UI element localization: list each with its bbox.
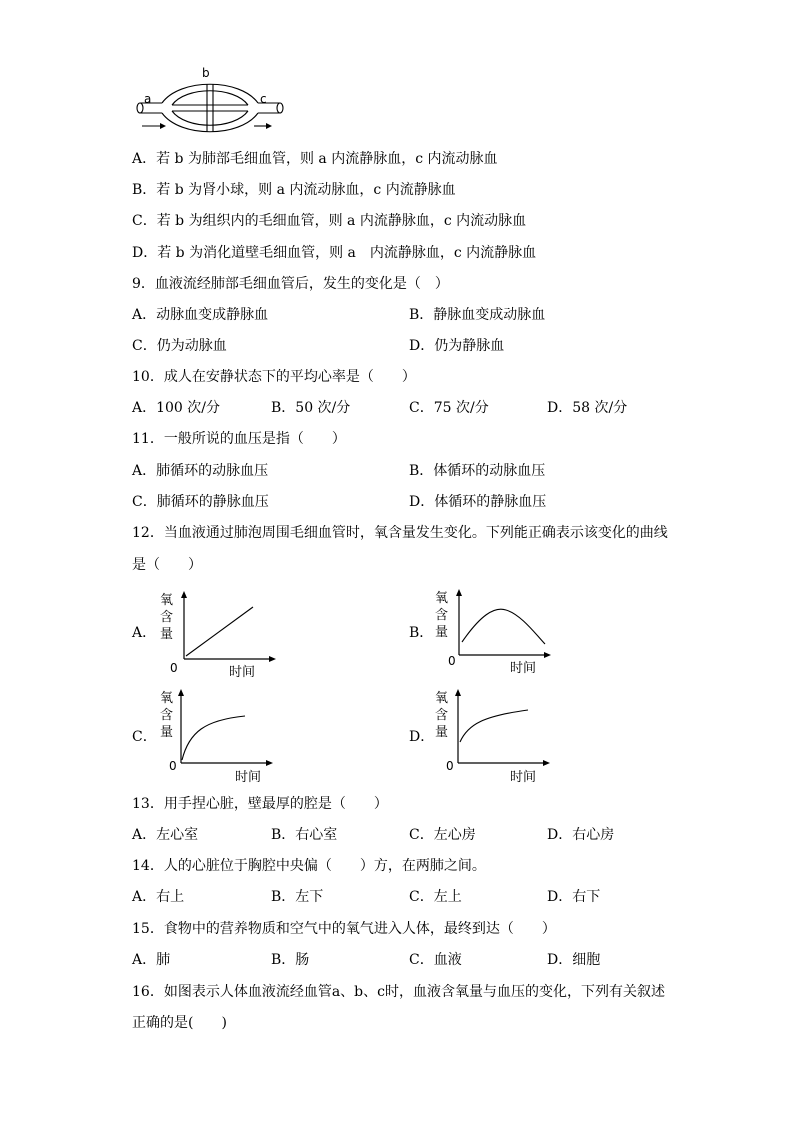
- x-label: 时间: [510, 661, 537, 676]
- q9-option-a[interactable]: A．动脉血变成静脉血: [132, 307, 269, 323]
- origin-label: 0: [448, 654, 456, 668]
- y-label-1: 氧: [160, 691, 174, 706]
- q12-option-a-letter[interactable]: A．: [132, 625, 157, 641]
- q13-stem: 13．用手捏心脏，壁最厚的腔是（ ）: [132, 796, 388, 812]
- q8-option-d[interactable]: D．若 b 为消化道壁毛细血管，则 a 内流静脉血，c 内流静脉血: [132, 245, 537, 261]
- origin-label: 0: [446, 759, 454, 773]
- q12-stem-line2: 是（ ）: [132, 557, 202, 573]
- x-label: 时间: [229, 665, 256, 680]
- q15-option-a[interactable]: A．肺: [132, 952, 171, 968]
- q13-option-b[interactable]: B．右心室: [271, 827, 338, 843]
- y-label-1: 氧: [160, 593, 174, 608]
- q12-option-d-letter[interactable]: D．: [409, 729, 435, 745]
- origin-label: 0: [170, 661, 178, 675]
- y-label-3: 量: [160, 627, 174, 642]
- q14-option-d[interactable]: D．右下: [547, 889, 601, 905]
- q12-graph-b[interactable]: [430, 586, 560, 678]
- q10-option-d[interactable]: D．58 次/分: [547, 400, 628, 416]
- q9-option-b[interactable]: B．静脉血变成动脉血: [409, 307, 546, 323]
- origin-label: 0: [169, 759, 177, 773]
- q12-graph-c[interactable]: [155, 686, 285, 784]
- q14-option-c[interactable]: C．左上: [409, 889, 462, 905]
- q8-option-b[interactable]: B．若 b 为肾小球，则 a 内流动脉血，c 内流静脉血: [132, 182, 456, 198]
- q16-stem-line2: 正确的是( ): [132, 1015, 227, 1031]
- y-label-2: 含: [435, 708, 449, 723]
- curve-rise-fall: [462, 609, 545, 644]
- q15-stem: 15．食物中的营养物质和空气中的氧气进入人体，最终到达（ ）: [132, 921, 556, 937]
- vessel-label-a: a: [144, 92, 152, 106]
- q9-stem: 9．血液流经肺部毛细血管后，发生的变化是（ ）: [132, 276, 449, 292]
- x-label: 时间: [510, 770, 537, 784]
- q13-option-d[interactable]: D．右心房: [547, 827, 615, 843]
- q15-option-b[interactable]: B．肠: [271, 952, 310, 968]
- q8-option-a[interactable]: A．若 b 为肺部毛细血管，则 a 内流静脉血，c 内流动脉血: [132, 151, 498, 167]
- q12-graph-a[interactable]: [155, 588, 285, 680]
- vessel-diagram: [130, 64, 290, 136]
- q11-option-c[interactable]: C．肺循环的静脉血压: [132, 494, 269, 510]
- y-label-3: 量: [160, 725, 174, 740]
- q10-option-a[interactable]: A．100 次/分: [132, 400, 220, 416]
- vessel-label-c: c: [260, 92, 267, 106]
- y-label-3: 量: [435, 625, 449, 640]
- y-label-2: 含: [435, 608, 449, 623]
- q14-option-a[interactable]: A．右上: [132, 889, 185, 905]
- q10-option-b[interactable]: B．50 次/分: [271, 400, 351, 416]
- q11-option-d[interactable]: D．体循环的静脉血压: [409, 494, 547, 510]
- curve-rise-plateau: [460, 710, 528, 742]
- curve-linear: [186, 607, 253, 656]
- q9-option-d[interactable]: D．仍为静脉血: [409, 338, 505, 354]
- q14-option-b[interactable]: B．左下: [271, 889, 324, 905]
- q16-stem-line1: 16．如图表示人体血液流经血管a、b、c时，血液含氧量与血压的变化，下列有关叙述: [132, 984, 665, 1000]
- q12-stem-line1: 12．当血液通过肺泡周围毛细血管时，氧含量发生变化。下列能正确表示该变化的曲线: [132, 525, 668, 541]
- y-label-2: 含: [160, 708, 174, 723]
- q12-graph-d[interactable]: [430, 686, 560, 784]
- q9-option-c[interactable]: C．仍为动脉血: [132, 338, 227, 354]
- q13-option-c[interactable]: C．左心房: [409, 827, 476, 843]
- x-label: 时间: [235, 770, 262, 784]
- q11-option-b[interactable]: B．体循环的动脉血压: [409, 463, 546, 479]
- q15-option-d[interactable]: D．细胞: [547, 952, 601, 968]
- vessel-label-b: b: [202, 66, 210, 80]
- q10-option-c[interactable]: C．75 次/分: [409, 400, 489, 416]
- q14-stem: 14．人的心脏位于胸腔中央偏（ ）方，在两肺之间。: [132, 858, 486, 874]
- curve-saturating: [182, 716, 245, 760]
- q12-option-c-letter[interactable]: C．: [132, 729, 157, 745]
- y-label-2: 含: [160, 610, 174, 625]
- q15-option-c[interactable]: C．血液: [409, 952, 462, 968]
- q8-option-c[interactable]: C．若 b 为组织内的毛细血管，则 a 内流静脉血，c 内流动脉血: [132, 213, 527, 229]
- q12-option-b-letter[interactable]: B．: [409, 625, 434, 641]
- y-label-3: 量: [435, 725, 449, 740]
- q10-stem: 10．成人在安静状态下的平均心率是（ ）: [132, 369, 416, 385]
- y-label-1: 氧: [435, 591, 449, 606]
- y-label-1: 氧: [435, 691, 449, 706]
- q11-option-a[interactable]: A．肺循环的动脉血压: [132, 463, 269, 479]
- q11-stem: 11．一般所说的血压是指（ ）: [132, 431, 346, 447]
- q13-option-a[interactable]: A．左心室: [132, 827, 199, 843]
